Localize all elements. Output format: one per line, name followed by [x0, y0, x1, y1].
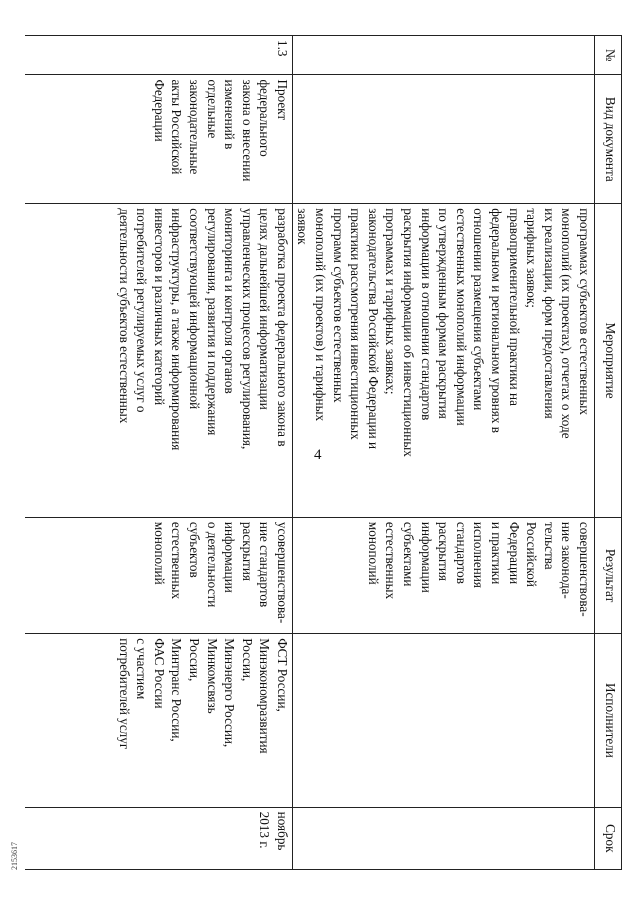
- cell-term: ноябрь 2013 г.: [25, 807, 293, 869]
- header-activity: Мероприятие: [595, 204, 622, 518]
- header-result: Результат: [595, 517, 622, 633]
- table-row-continuation: [292, 36, 594, 870]
- cell-doc-type: Проект федерального закона о внесении изменений в отдельные законодательные акты Российской Федерации: [25, 75, 293, 204]
- header-doc-type: Вид документа: [595, 75, 622, 204]
- cell-result: совершенствова- ние законода- тельства Российской Федерации и практики исполнения стандартов раскрытия информации субъектами естественных монополий: [292, 517, 594, 633]
- cell-term: [292, 807, 594, 869]
- table-header-row: [595, 36, 622, 870]
- header-executors: Исполнители: [595, 634, 622, 807]
- cell-activity: программах субъектов естественных монополий (их проектах), отчетах о ходе их реализации, форм предоставления тарифных заявок; правоприменительной практики на федеральном и региональном уровнях в отношении размещения субъектами естественных монополий информации по утвержденным формам раскрытия информации в отношении стандартов раскрытия информации об инвестиционных программах и тарифных заявках; законодательства Российской Федерации и практики рассмотрения инвестиционных программ субъектов естественных монополий (их проектов) и тарифных заявок: [292, 204, 594, 518]
- table-row-1-3: [25, 36, 293, 870]
- page-number: 4: [314, 447, 322, 463]
- cell-doc-type: [292, 75, 594, 204]
- measures-table: [25, 35, 622, 870]
- cell-num: [292, 36, 594, 75]
- cell-executors: ФСТ России, Минэкономразвития России, Минэнерго России, Минкомсвязь России, Минтранс России, ФАС России с участием потребителей услуг: [25, 634, 293, 807]
- header-num: №: [595, 36, 622, 75]
- rotated-table-container: [32, 35, 622, 870]
- cell-result: усовершенствова- ние стандартов раскрытия информации о деятельности субъектов естественных монополий: [25, 517, 293, 633]
- header-term: Срок: [595, 807, 622, 869]
- document-id: 2153617: [10, 842, 19, 870]
- cell-activity: разработка проекта федерального закона в целях дальнейшей информатизации управленческих процессов регулирования, мониторинга и контроля органов регулирования, развития и поддержания соответствующей информационной инфраструктуры, а также информирования инвесторов и различных категорий потребителей регулируемых услуг о деятельности субъектов естественных: [25, 204, 293, 518]
- cell-num: 1.3: [25, 36, 293, 75]
- cell-executors: [292, 634, 594, 807]
